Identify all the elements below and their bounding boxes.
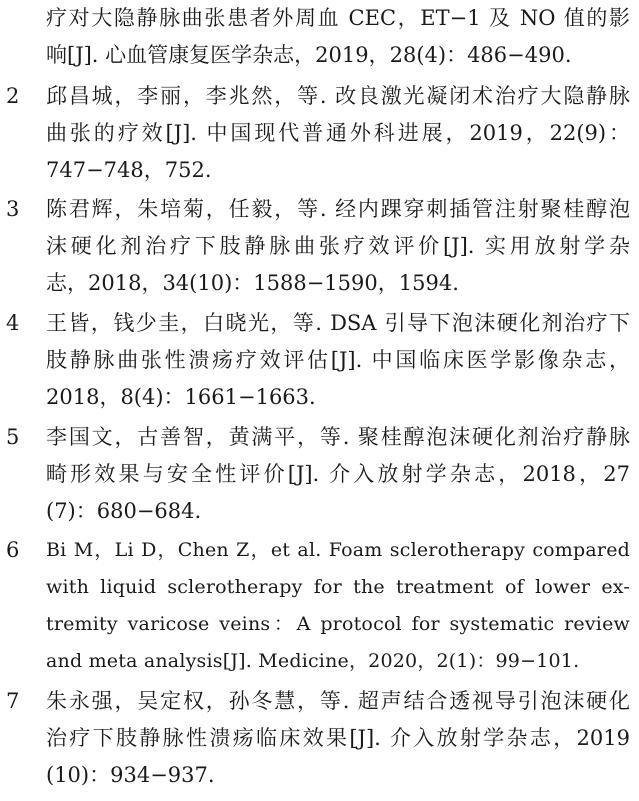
- reference-line: tremity varicose veins：A protocol for systematic review: [46, 613, 630, 635]
- reference-line: 王皆，钱少圭，白晓光，等. DSA 引导下泡沫硬化剂治疗下: [46, 311, 630, 335]
- reference-number: 3: [6, 197, 20, 221]
- reference-line: (10)：934−937.: [46, 763, 215, 787]
- reference-line: 畸形效果与安全性评价[J]. 介入放射学杂志，2018，27: [46, 462, 630, 486]
- reference-line: 疗对大隐静脉曲张患者外周血 CEC，ET−1 及 NO 值的影: [46, 6, 630, 30]
- reference-line: and meta analysis[J]. Medicine，2020，2(1)：99−101.: [46, 650, 580, 672]
- reference-line: 747−748，752.: [46, 158, 212, 182]
- reference-number: 5: [6, 425, 20, 449]
- reference-line: Bi M，Li D，Chen Z，et al. Foam sclerotherapy compared: [46, 539, 630, 561]
- reference-number: 2: [6, 84, 20, 108]
- reference-line: 2018，8(4)：1661−1663.: [46, 385, 316, 409]
- reference-text: [46, 419, 630, 530]
- reference-line: 肢静脉曲张性溃疡疗效评估[J]. 中国临床医学影像杂志，: [46, 348, 630, 372]
- reference-line: 志，2018，34(10)：1588−1590，1594.: [46, 271, 459, 295]
- reference-line: 响[J]. 心血管康复医学杂志，2019，28(4)：486−490.: [46, 43, 572, 67]
- reference-line: 陈君辉，朱培菊，任毅，等. 经内踝穿刺插管注射聚桂醇泡: [46, 197, 630, 221]
- reference-text: [46, 0, 630, 74]
- reference-text: [46, 305, 630, 416]
- reference-number: 7: [6, 689, 20, 713]
- reference-text: [46, 78, 630, 189]
- reference-text: [46, 683, 630, 794]
- reference-text: [46, 532, 630, 680]
- reference-line: 治疗下肢静脉性溃疡临床效果[J]. 介入放射学杂志，2019: [46, 726, 630, 750]
- reference-line: 沫硬化剂治疗下肢静脉曲张疗效评价[J]. 实用放射学杂: [46, 234, 630, 258]
- reference-line: 朱永强，吴定权，孙冬慧，等. 超声结合透视导引泡沫硬化: [46, 689, 630, 713]
- reference-line: with liquid sclerotherapy for the treatment of lower ex-: [46, 576, 630, 598]
- reference-text: [46, 191, 630, 302]
- reference-line: 曲张的疗效[J]. 中国现代普通外科进展，2019，22(9)：: [46, 121, 630, 145]
- reference-line: 李国文，古善智，黄满平，等. 聚桂醇泡沫硬化剂治疗静脉: [46, 425, 630, 449]
- reference-number: 6: [6, 538, 20, 562]
- reference-line: (7)：680−684.: [46, 499, 202, 523]
- reference-line: 邱昌城，李丽，李兆然，等. 改良激光凝闭术治疗大隐静脉: [46, 84, 630, 108]
- reference-number: 4: [6, 311, 20, 335]
